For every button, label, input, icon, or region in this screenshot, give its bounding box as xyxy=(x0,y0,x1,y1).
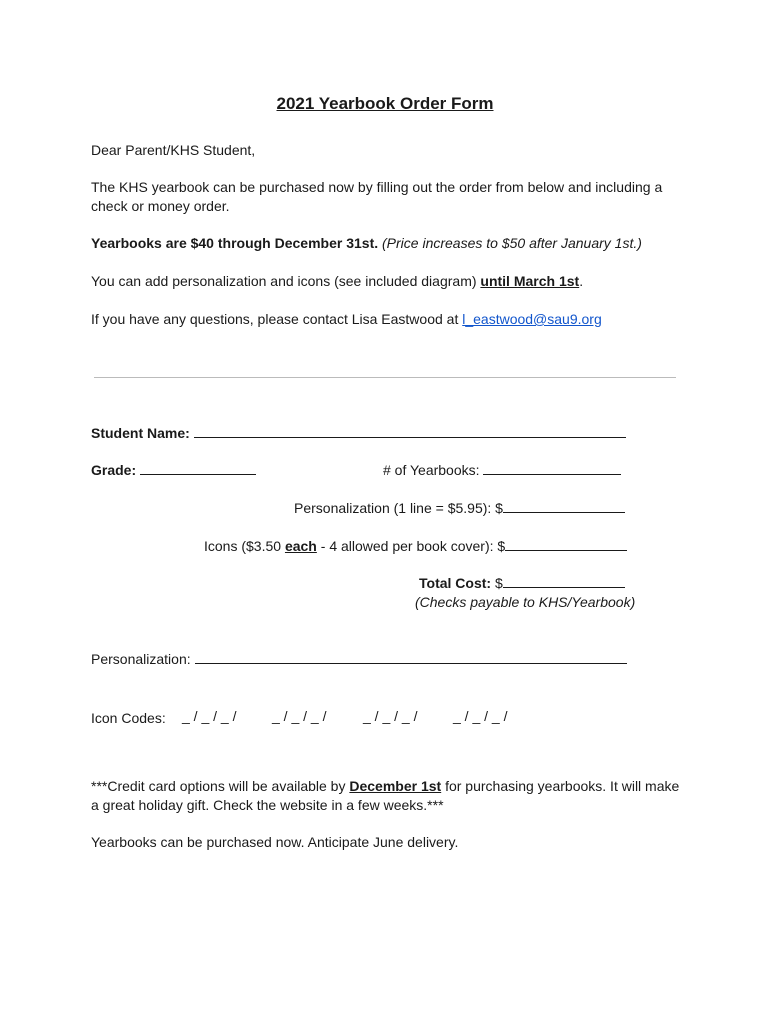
icons-each-text: each xyxy=(284,538,317,554)
icons-cost-label: Icons ($3.50 xyxy=(204,538,282,554)
intro-line-2: check or money order. xyxy=(91,198,230,214)
contact-paragraph xyxy=(91,310,602,328)
num-yearbooks-field xyxy=(383,460,621,479)
num-yearbooks-label: # of Yearbooks: xyxy=(383,462,480,478)
personalization-cost-label: Personalization (1 line = $5.95): $ xyxy=(294,500,503,516)
grade-input[interactable] xyxy=(140,460,256,475)
icon-code-group[interactable]: _ / _ / _ / xyxy=(453,708,508,724)
total-cost-dollar: $ xyxy=(494,575,503,591)
icons-cost-field xyxy=(204,536,627,555)
credit-text: ***Credit card options will be available by xyxy=(91,778,346,794)
icon-code-group[interactable]: _ / _ / _ / xyxy=(182,708,237,724)
num-yearbooks-input[interactable] xyxy=(483,460,621,475)
icon-code-group[interactable]: _ / _ / _ / xyxy=(363,708,418,724)
intro-line-1: The KHS yearbook can be purchased now by filling out the order from below and including a xyxy=(91,179,663,195)
student-name-input[interactable] xyxy=(194,423,626,438)
page-title: 2021 Yearbook Order Form xyxy=(276,94,494,113)
contact-text: If you have any questions, please contact Lisa Eastwood at xyxy=(91,311,459,327)
student-name-field xyxy=(91,423,626,442)
total-cost-field xyxy=(419,573,625,592)
grade-field xyxy=(91,460,256,479)
closing-note: Yearbooks can be purchased now. Anticipate June delivery. xyxy=(91,834,459,850)
divider xyxy=(94,377,676,378)
credit-text-end: for purchasing yearbooks. It will make xyxy=(445,778,680,794)
personalization-input[interactable] xyxy=(195,649,627,664)
price-bold-text: Yearbooks are $40 through December 31st. xyxy=(91,235,379,251)
price-paragraph xyxy=(91,234,642,252)
deadline-period: . xyxy=(579,273,584,289)
personalization-deadline xyxy=(91,272,583,290)
personalization-text-field xyxy=(91,649,627,668)
icons-cost-input[interactable] xyxy=(505,536,627,551)
student-name-label: Student Name: xyxy=(91,425,190,441)
personalization-cost-input[interactable] xyxy=(503,498,625,513)
checks-payable-note: (Checks payable to KHS/Yearbook) xyxy=(415,594,636,610)
contact-email-link[interactable]: l_eastwood@sau9.org xyxy=(462,311,602,327)
greeting: Dear Parent/KHS Student, xyxy=(91,142,256,158)
icon-codes-label: Icon Codes: xyxy=(91,710,166,726)
deadline-date: until March 1st xyxy=(480,273,580,289)
personalization-cost-field xyxy=(294,498,625,517)
credit-date: December 1st xyxy=(349,778,442,794)
personalization-label: Personalization: xyxy=(91,651,191,667)
credit-card-note-line-2: a great holiday gift. Check the website in a few weeks.*** xyxy=(91,797,444,813)
credit-card-note-line-1 xyxy=(91,777,679,795)
price-increase-note: (Price increases to $50 after January 1st.) xyxy=(382,235,642,251)
icon-code-group[interactable]: _ / _ / _ / xyxy=(272,708,327,724)
grade-label: Grade: xyxy=(91,462,137,478)
icons-limit-text: - 4 allowed per book cover): $ xyxy=(320,538,506,554)
deadline-text: You can add personalization and icons (see included diagram) xyxy=(91,273,477,289)
total-cost-label: Total Cost: xyxy=(419,575,492,591)
total-cost-input[interactable] xyxy=(503,573,625,588)
